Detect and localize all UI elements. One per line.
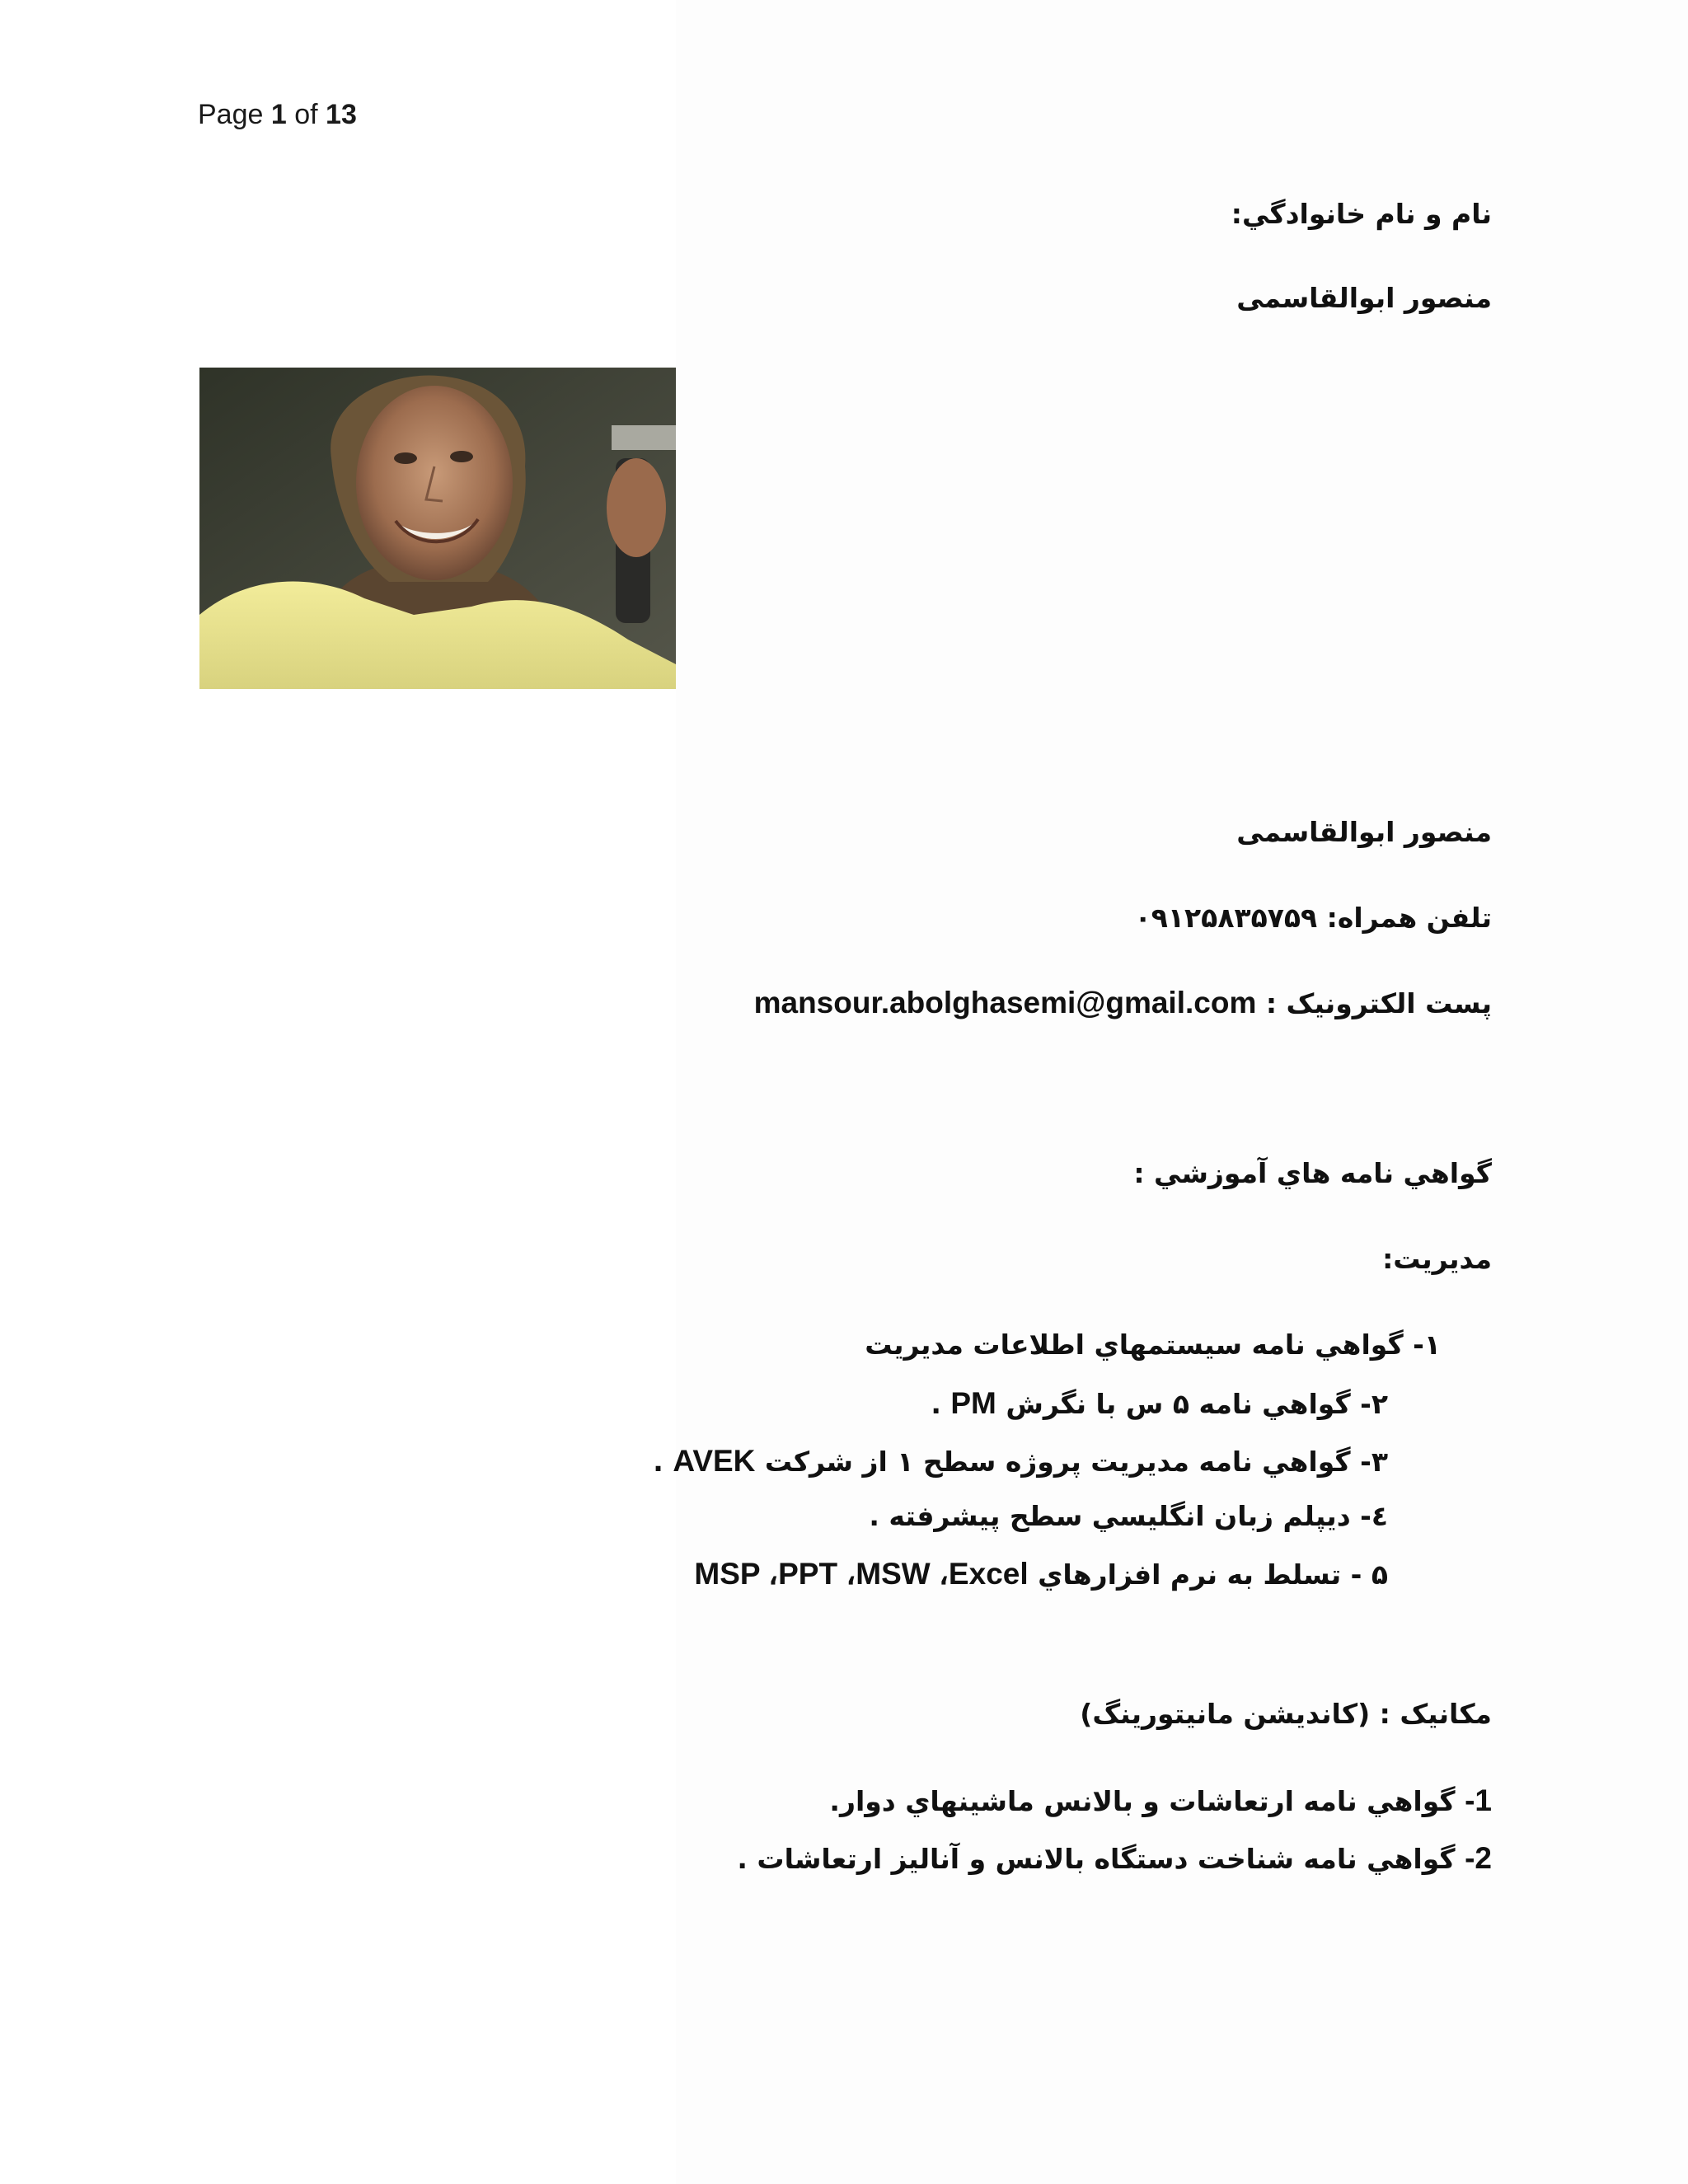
contact-name: منصور ابوالقاسمی <box>1236 816 1492 848</box>
list-text: گواهي نامه سيستمهاي اطلاعات مديريت <box>865 1329 1404 1361</box>
list-number: ۵ - <box>1350 1558 1388 1591</box>
list-number: 2- <box>1465 1841 1492 1875</box>
list-text: گواهي نامه ۵ س با نگرش <box>1006 1388 1351 1420</box>
name-value: منصور ابوالقاسمی <box>1236 282 1492 314</box>
list-number: ۳- <box>1360 1446 1388 1478</box>
list-text: ديپلم زبان انگليسي سطح پيشرفته . <box>869 1500 1351 1532</box>
management-item <box>869 1500 1388 1532</box>
list-latin: PM <box>950 1386 996 1420</box>
list-number: ۱- <box>1413 1329 1441 1361</box>
management-item <box>653 1444 1388 1479</box>
phone-label: تلفن همراه: <box>1326 902 1492 934</box>
list-latin: AVEK <box>673 1444 756 1478</box>
management-item <box>865 1329 1441 1361</box>
phone-value: ۰۹۱۲۵۸۳۵۷۵۹ <box>1134 902 1318 934</box>
mechanic-heading: مکانیک : (کاندیشن مانیتورینگ) <box>1080 1698 1492 1730</box>
page-current: 1 <box>270 99 287 130</box>
page-of-label: of <box>294 99 318 130</box>
list-number: 1- <box>1465 1783 1492 1817</box>
page-label: Page <box>198 99 264 130</box>
phone-row <box>1135 902 1492 934</box>
management-item <box>931 1386 1388 1421</box>
certificates-title: گواهي نامه هاي آموزشي : <box>1133 1157 1492 1189</box>
email-row <box>754 986 1492 1020</box>
list-tail: . <box>931 1388 941 1420</box>
profile-photo <box>199 368 676 689</box>
list-tail: . <box>653 1446 663 1478</box>
email-link[interactable]: mansour.abolghasemi@gmail.com <box>753 986 1257 1019</box>
list-number: ٤- <box>1360 1500 1388 1532</box>
management-item <box>694 1556 1388 1591</box>
email-label: پست الکترونیک : <box>1265 987 1492 1019</box>
mechanic-item <box>829 1783 1492 1818</box>
list-text: گواهي نامه مديريت پروژه سطح ۱ از شرکت <box>764 1446 1351 1478</box>
page-indicator <box>198 99 357 131</box>
list-number: ۲- <box>1360 1388 1388 1420</box>
list-text: گواهي نامه ارتعاشات و بالانس ماشينهاي دوار. <box>829 1785 1456 1817</box>
list-text: گواهي نامه شناخت دستگاه بالانس و آناليز ارتعاشات . <box>737 1843 1456 1875</box>
list-latin: MSP ،PPT ،MSW ،Excel <box>694 1557 1029 1591</box>
page-total: 13 <box>326 99 357 130</box>
name-label: نام و نام خانوادگي: <box>1231 198 1492 230</box>
mechanic-item <box>737 1841 1492 1876</box>
list-text: تسلط به نرم افزارهاي <box>1038 1558 1342 1591</box>
management-heading: مديريت: <box>1382 1243 1492 1275</box>
